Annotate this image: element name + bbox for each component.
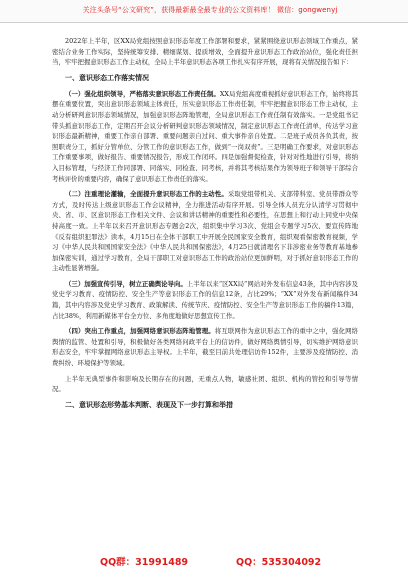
item-paragraph-2 [52, 189, 358, 274]
item-paragraph-3 [52, 279, 358, 321]
item-lead: （二）注重理论灌输，全面提升意识形态工作的主动性。 [65, 190, 228, 199]
item-lead: （一）强化组织领导，严格落实意识形态工作责任制。 [65, 89, 220, 98]
item-lead: （四）突出工作重点，加强网络意识形态阵地管理。 [65, 327, 215, 336]
banner-text: 关注头条号“公文研究”，获得最新最全最专业的公文资料库！ 微信：gongwenyj [82, 6, 338, 14]
top-banner [0, 0, 408, 23]
document-body [52, 36, 358, 416]
closing-paragraph: 上半年无典型事件和影响及长期存在的问题，无重点人物，敏感社团、组织、机构的管控和引导等情况。 [52, 374, 358, 394]
item-paragraph-4 [52, 326, 358, 368]
item-body: 将互联网作为意识形态工作的重中之中，强化网络舆情的监管、处置和引导，积极做好各类网络问政平台上的信访件，做好网络舆情引导，切实维护网络意识形态安全，牢牢掌握网络意识形态主导权。上半年，截至目前共处理信访件152件，主要涉及疫情防控、消费纠纷、环境保护等领域。 [52, 327, 359, 368]
footer-contact [0, 552, 408, 572]
intro-paragraph: 2022年上半年，区XX局党组按照意识形态年度工作部署和要求，紧紧围绕意识形态领域工作重点，紧密结合业务工作实际，坚持统筹安排、精细谋划、提质增效，全面提升意识形态工作政治站位，强化责任担当，牢牢把握意识形态工作主动权，全局上半年意识形态各项工作扎实有序开展，现将有关情况报告如下： [52, 37, 358, 67]
item-body: 上半年以来“区XX局”网站对外发布信息43条，其中内容涉及党史学习教育、疫情防控、安全生产等意识形态工作的信息12条，占比29%；“XX”对外发布新闻稿件34篇，其中内容涉及党史学习教育、政策解读、传统节庆、疫情防控、安全生产等意识形态工作的稿件13篇，占比38%，利用新媒体平台全方位、多角度地做好思想宣传工作。 [52, 279, 359, 320]
item-body: 采取党组带机关、支部带科室、党员带群众等方式，及时传达上级意识形态工作会议精神，全力推进活动有序开展。引导全体人员充分认清学习贯彻中央、省、市、区意识形态工作相关文件、会议和讲话精神的重要性和必要性，在思想上和行动上同党中央保持高度一致。上半年以来召开意识形态专题会2次，组织集中学习3次、党组会专题学习5次、要宣传阵地《反有组织犯罪法》读本，4月15日在全体干部职工中开展全民国家安全教育，组织观看保密教育视频，学习《中华人民共和国国家安全法》《中华人民共和国保密法》，4月25日就清理名下非涉密业务等教育基地参加保密实训，通过学习教育，全局干部职工对意识形态工作的政治站位更加鲜明，对于抓好意识形态工作的主动性显著增强。 [52, 190, 359, 273]
section-heading-1: 一、意识形态工作落实情况 [65, 73, 149, 82]
item-lead: （三）加强宣传引导，树立正确舆论导向。 [65, 279, 187, 288]
section-heading-2: 二、意识形态形势基本判断、表现及下一步打算和举措 [65, 400, 233, 409]
item-paragraph-1 [52, 89, 358, 184]
qq-number-label: QQ：535304092 [236, 557, 322, 568]
qq-group-label: QQ群：31991489 [100, 557, 189, 568]
item-body: XX局党组高度重视抓好意识形态工作，始终将其摆在重要位置，突出意识形态领域主体责任，压实意识形态工作责任制，牢牢把握意识形态工作主动权，主动分析研判意识形态领域情况，加强意识形态阵地管理，全局意识形态工作责任制有效落实。一是党组书记带头抓意识形态工作，定期召开会议分析研判意识形态领域情况，制定意识形态工作责任清单，传达学习意识形态最新精神，重要工作亲自部署、重要问题亲自过问、重大事件亲自处置。二是班子成员各负其责，按照职责分工，抓好分管单位、分管工作的意识形态工作，做到“一岗双责”。三是明确工作要求，对意识形态工作重要事项，做好报告、重要情况报告，形成工作闭环。四是加强督促检查，针对对性地进行引导，将纳入目标管理，与经济工作同部署、同落实、同检查、同考核，并将其考核结果作为领导班子和领导干部综合考核评价的重要内容，确保了意识形态工作责任的落实。 [52, 89, 358, 183]
